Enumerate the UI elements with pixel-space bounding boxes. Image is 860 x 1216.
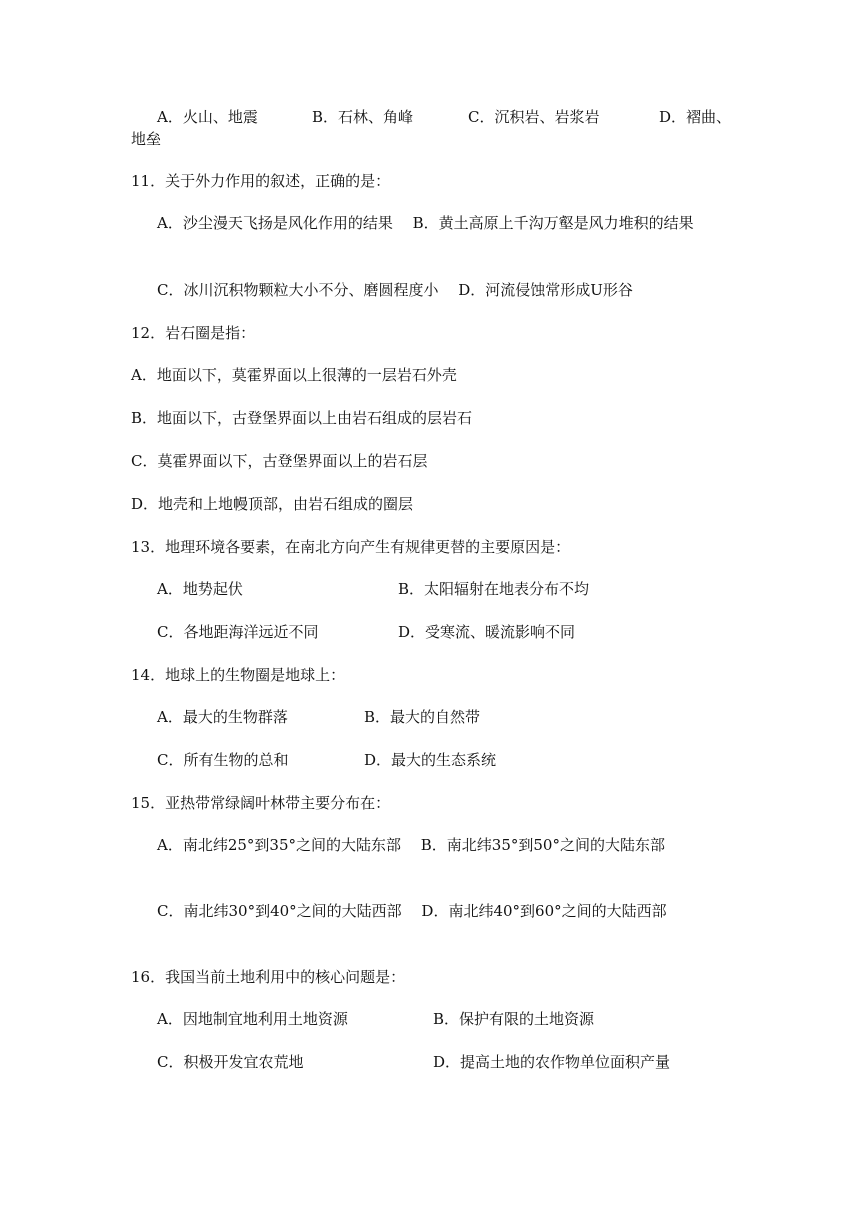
q10-option-d: D．褶曲、 bbox=[659, 108, 732, 126]
q16-stem: 16．我国当前土地利用中的核心问题是： bbox=[131, 968, 406, 986]
q16-option-a: A．因地制宜地利用土地资源 bbox=[157, 1010, 348, 1028]
q14-option-b: B．最大的自然带 bbox=[364, 708, 481, 726]
q13-option-d: D．受寒流、暖流影响不同 bbox=[398, 623, 576, 641]
q15-options-cd: C．南北纬30°到40°之间的大陆西部 D．南北纬40°到60°之间的大陆西部 bbox=[157, 902, 667, 920]
q14-option-d: D．最大的生态系统 bbox=[364, 751, 497, 769]
q16-option-c: C．积极开发宜农荒地 bbox=[157, 1053, 304, 1071]
q14-option-a: A．最大的生物群落 bbox=[157, 708, 288, 726]
q14-stem: 14．地球上的生物圈是地球上： bbox=[131, 666, 346, 684]
q12-option-c: C．莫霍界面以下，古登堡界面以上的岩石层 bbox=[131, 452, 428, 470]
q16-option-b: B．保护有限的土地资源 bbox=[433, 1010, 595, 1028]
q10-option-d-continued: 地垒 bbox=[131, 130, 162, 148]
q12-stem: 12．岩石圈是指： bbox=[131, 324, 256, 342]
q12-option-d: D．地壳和上地幔顶部，由岩石组成的圈层 bbox=[131, 495, 414, 513]
q13-option-b: B．太阳辐射在地表分布不均 bbox=[398, 580, 590, 598]
q13-option-c: C．各地距海洋远近不同 bbox=[157, 623, 319, 641]
q13-option-a: A．地势起伏 bbox=[157, 580, 243, 598]
q10-option-b: B．石林、角峰 bbox=[312, 108, 414, 126]
q11-stem: 11．关于外力作用的叙述，正确的是： bbox=[131, 172, 391, 190]
q11-options-cd: C．冰川沉积物颗粒大小不分、磨圆程度小 D．河流侵蚀常形成U形谷 bbox=[157, 281, 633, 299]
q16-option-d: D．提高土地的农作物单位面积产量 bbox=[433, 1053, 671, 1071]
q14-option-c: C．所有生物的总和 bbox=[157, 751, 289, 769]
q15-stem: 15．亚热带常绿阔叶林带主要分布在： bbox=[131, 794, 391, 812]
q10-option-a: A．火山、地震 bbox=[157, 108, 258, 126]
q13-stem: 13．地理环境各要素，在南北方向产生有规律更替的主要原因是： bbox=[131, 538, 571, 556]
q12-option-b: B．地面以下，古登堡界面以上由岩石组成的层岩石 bbox=[131, 409, 473, 427]
q12-option-a: A．地面以下，莫霍界面以上很薄的一层岩石外壳 bbox=[131, 366, 457, 384]
q15-options-ab: A．南北纬25°到35°之间的大陆东部 B．南北纬35°到50°之间的大陆东部 bbox=[157, 836, 665, 854]
q10-option-c: C．沉积岩、岩浆岩 bbox=[468, 108, 600, 126]
q11-options-ab: A．沙尘漫天飞扬是风化作用的结果 B．黄土高原上千沟万壑是风力堆积的结果 bbox=[157, 214, 694, 232]
